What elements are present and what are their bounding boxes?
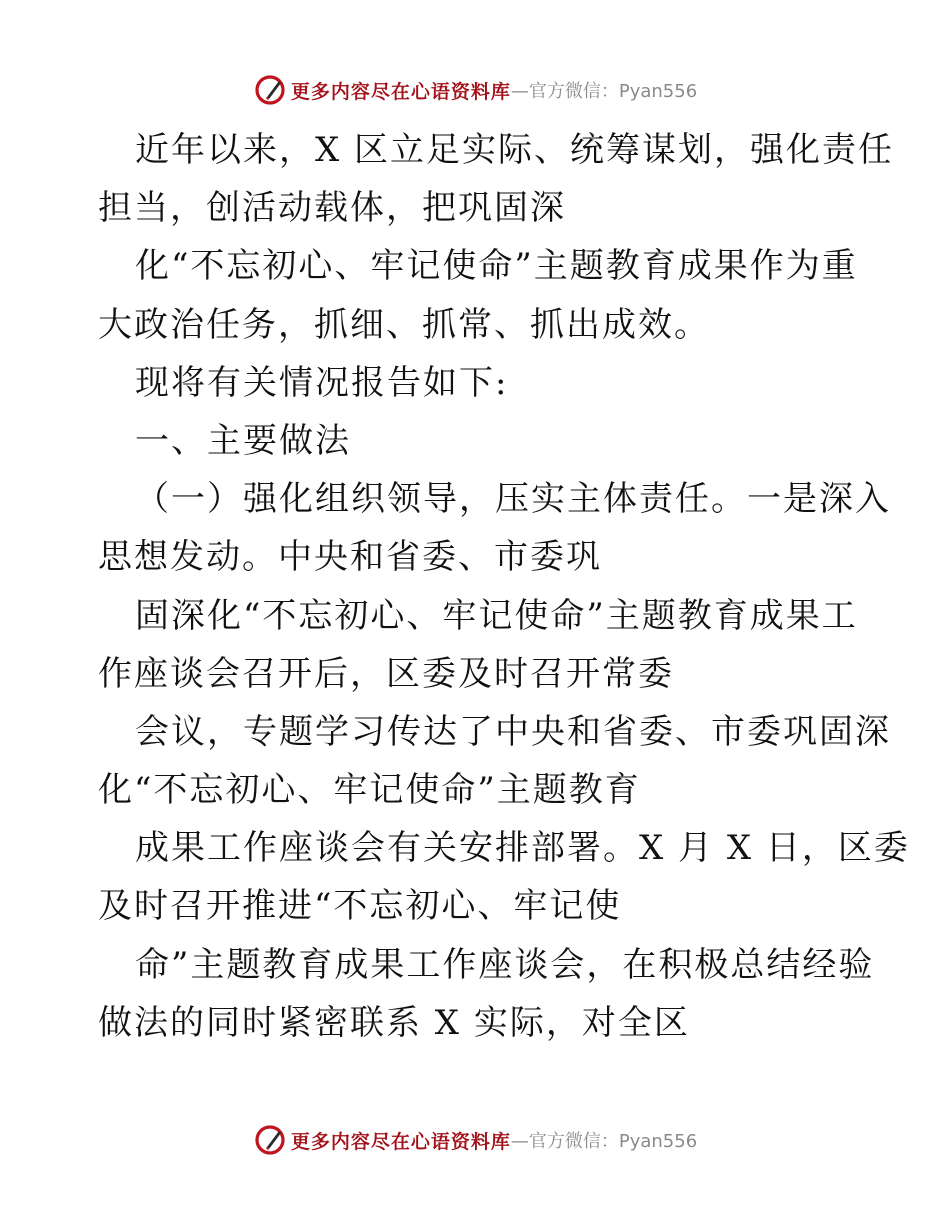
text-line: 成果工作座谈会有关安排部署。X 月 X 日，区委 (135, 828, 910, 869)
banner-wechat: —官方微信：Pyan556 (510, 81, 698, 102)
banner-wechat: —官方微信：Pyan556 (510, 1131, 698, 1152)
red-swirl-pen-logo-icon (253, 73, 287, 107)
text-line: 做法的同时紧密联系 X 实际，对全区 (98, 1002, 690, 1043)
text-line: 现将有关情况报告如下: (135, 362, 509, 403)
banner-title: 更多内容尽在心语资料库 (290, 80, 511, 103)
banner-title: 更多内容尽在心语资料库 (290, 1130, 511, 1153)
text-line: （一）强化组织领导，压实主体责任。一是深入 (135, 479, 891, 520)
footer-banner (0, 1120, 950, 1160)
header-banner (0, 70, 950, 110)
text-line: 化“不忘初心、牢记使命”主题教育成果作为重 (135, 246, 858, 287)
red-swirl-pen-logo-icon (253, 1123, 287, 1157)
text-line: 会议，专题学习传达了中央和省委、市委巩固深 (135, 711, 891, 752)
text-line: 命”主题教育成果工作座谈会，在积极总结经验 (135, 944, 875, 985)
text-line: 及时召开推进“不忘初心、牢记使 (98, 886, 622, 927)
text-line: 大政治任务，抓细、抓常、抓出成效。 (98, 304, 710, 345)
text-line: 担当，创活动载体，把巩固深 (98, 188, 566, 229)
text-line: 化“不忘初心、牢记使命”主题教育 (98, 770, 641, 811)
text-line: 近年以来，X 区立足实际、统筹谋划，强化责任 (135, 130, 895, 170)
section-heading: 一、主要做法 (135, 420, 351, 461)
text-line: 思想发动。中央和省委、市委巩 (98, 537, 602, 578)
text-line: 固深化“不忘初心、牢记使命”主题教育成果工 (135, 595, 858, 636)
text-line: 作座谈会召开后，区委及时召开常委 (98, 653, 674, 694)
document-body (98, 121, 910, 1052)
